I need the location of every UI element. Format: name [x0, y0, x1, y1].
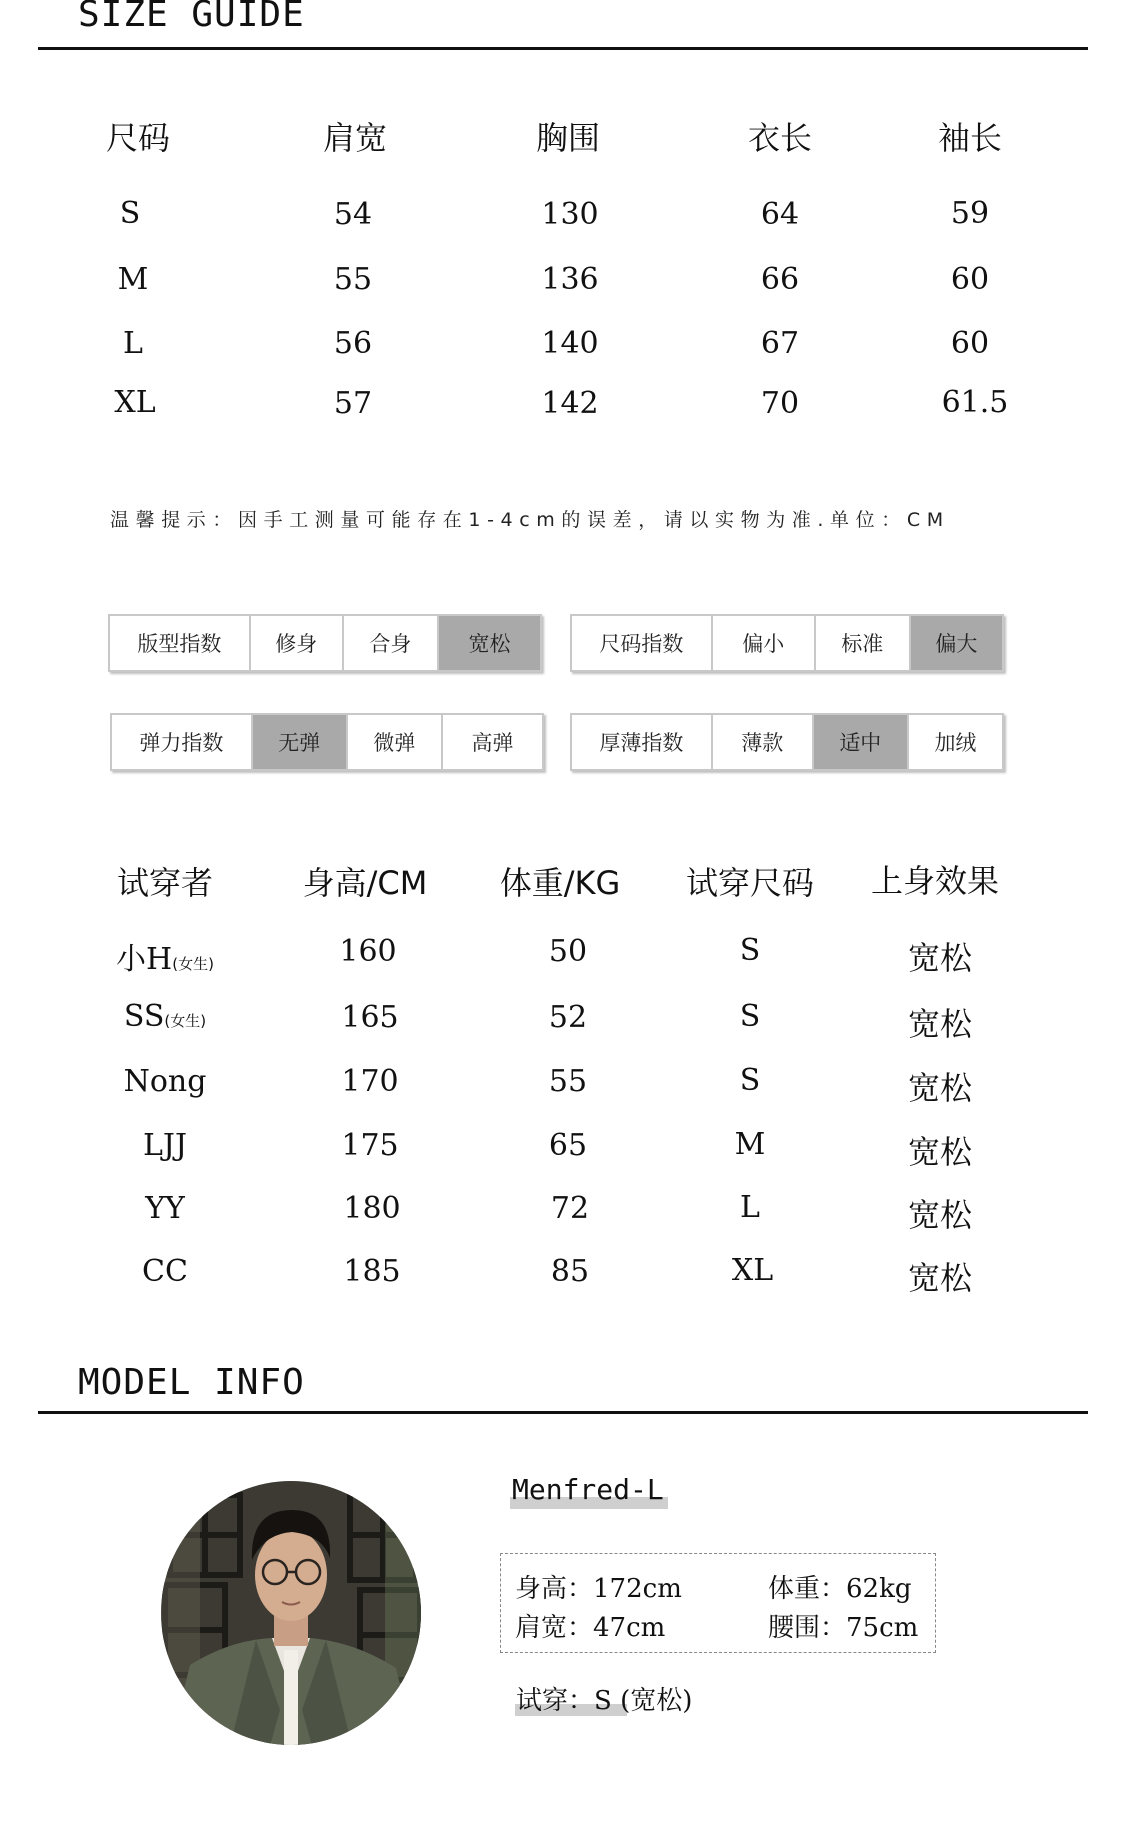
shoulder-value: 47cm: [593, 1613, 666, 1643]
table-cell: 56: [333, 326, 373, 361]
table-cell: 52: [548, 1000, 588, 1035]
thickness-option-fleece: 加绒: [934, 731, 977, 755]
tryon-name-text: LJJ: [143, 1128, 187, 1163]
tryon-name-text: YY: [145, 1191, 185, 1226]
model-portrait-illustration: [160, 1480, 422, 1746]
table-cell: 67: [760, 326, 800, 361]
table-cell: 64: [760, 197, 800, 232]
stretch-option-high: 高弹: [471, 731, 514, 755]
table-cell: XL: [114, 385, 156, 420]
thickness-index-label: 厚薄指数: [572, 715, 713, 769]
weight-value: 62kg: [846, 1574, 912, 1604]
table-cell: 136: [541, 262, 599, 297]
tryon-name-text: 小H: [116, 942, 173, 977]
tryon-name: [95, 1254, 235, 1289]
model-weight: [768, 1568, 912, 1605]
tryon-name: [95, 1064, 235, 1099]
weight-label: 体重：: [768, 1574, 847, 1604]
stretch-index: [110, 713, 544, 771]
table-cell: 宽松: [907, 939, 972, 977]
table-cell: 65: [548, 1128, 588, 1163]
tryon-name: [95, 1128, 235, 1163]
table-cell: 175: [341, 1128, 399, 1163]
table-cell: M: [734, 1127, 766, 1162]
table-cell: 165: [341, 1000, 399, 1035]
table-cell: L: [740, 1190, 760, 1225]
table-cell: XL: [731, 1253, 774, 1288]
table-cell: S: [119, 196, 141, 231]
size-option-standard: 标准: [816, 616, 911, 670]
tryon-header-height: 身高/CM: [302, 864, 428, 902]
table-cell: 宽松: [907, 1133, 972, 1171]
shoulder-label: 肩宽：: [515, 1613, 594, 1643]
size-index: [570, 614, 1004, 672]
stretch-option-none: 无弹: [253, 715, 348, 769]
table-cell: M: [117, 262, 149, 297]
thickness-option-thin: 薄款: [713, 715, 814, 769]
size-guide-divider: [38, 47, 1088, 50]
table-cell: 宽松: [907, 1069, 972, 1107]
tryon-name: [95, 1191, 235, 1226]
size-header-size: 尺码: [105, 119, 170, 157]
size-header-sleeve: 袖长: [937, 119, 1002, 157]
table-cell: 72: [550, 1191, 590, 1226]
table-cell: 85: [550, 1254, 590, 1289]
size-header-chest: 胸围: [535, 119, 600, 157]
size-index-label: 尺码指数: [572, 616, 713, 670]
fit-option-loose: 宽松: [439, 616, 540, 670]
size-option-small: 偏小: [713, 616, 816, 670]
model-height: [515, 1568, 682, 1605]
tryon-header-size: 试穿尺码: [685, 864, 814, 902]
tryon-name-text: CC: [142, 1254, 188, 1289]
measurement-note: 温馨提示：因手工测量可能存在1-4cm的误差，请以实物为准.单位：CM: [110, 509, 950, 531]
table-cell: S: [739, 933, 761, 968]
stretch-option-slight: 微弹: [348, 715, 443, 769]
table-cell: 66: [760, 262, 800, 297]
thickness-index: [570, 713, 1004, 771]
table-cell: S: [739, 1063, 761, 1098]
table-cell: 142: [541, 386, 599, 421]
table-cell: 宽松: [907, 1196, 972, 1234]
model-info-divider: [38, 1411, 1088, 1414]
table-cell: 60: [950, 262, 990, 297]
table-cell: S: [739, 999, 761, 1034]
table-cell: 54: [333, 197, 373, 232]
table-cell: 60: [950, 326, 990, 361]
table-cell: 61.5: [941, 385, 1009, 420]
stretch-index-label: 弹力指数: [112, 715, 253, 769]
table-cell: 50: [548, 934, 588, 969]
model-photo: [160, 1480, 422, 1746]
table-cell: 59: [950, 196, 990, 231]
tryon-name: [95, 999, 235, 1034]
size-header-shoulder: 肩宽: [322, 119, 387, 157]
table-cell: 160: [339, 934, 397, 969]
table-cell: L: [123, 326, 143, 361]
table-cell: 170: [341, 1064, 399, 1099]
model-name: Menfred-L: [512, 1473, 664, 1506]
fit-index-label: 版型指数: [110, 616, 251, 670]
waist-value: 75cm: [846, 1613, 919, 1643]
waist-label: 腰围：: [768, 1613, 847, 1643]
tryon-name-tag: (女生): [172, 955, 214, 973]
tryon-label: 试穿：: [516, 1686, 595, 1716]
table-cell: 140: [541, 326, 599, 361]
tryon-name-text: Nong: [123, 1064, 207, 1099]
model-tryon: [516, 1680, 692, 1717]
table-cell: 55: [333, 262, 373, 297]
table-cell: 180: [343, 1191, 401, 1226]
tryon-name-text: SS: [123, 999, 165, 1034]
model-info-heading: MODEL INFO: [78, 1362, 305, 1403]
tryon-name-tag: (女生): [164, 1012, 207, 1030]
tryon-name: [95, 934, 235, 978]
height-label: 身高：: [515, 1574, 594, 1604]
tryon-value: S (宽松): [594, 1686, 693, 1716]
table-cell: 宽松: [907, 1259, 972, 1297]
table-cell: 55: [548, 1064, 588, 1099]
tryon-header-effect: 上身效果: [870, 862, 999, 900]
size-guide-heading: SIZE GUIDE: [78, 0, 305, 35]
model-shoulder: [515, 1607, 665, 1644]
tryon-header-person: 试穿者: [116, 864, 213, 902]
fit-option-regular: 合身: [344, 616, 439, 670]
size-header-length: 衣长: [747, 119, 812, 157]
tryon-header-weight: 体重/KG: [499, 864, 621, 902]
table-cell: 70: [760, 386, 800, 421]
fit-option-slim: 修身: [251, 616, 344, 670]
table-cell: 宽松: [907, 1005, 972, 1043]
size-option-large: 偏大: [911, 616, 1002, 670]
thickness-option-medium: 适中: [814, 715, 909, 769]
table-cell: 185: [343, 1254, 401, 1289]
model-waist: [768, 1607, 918, 1644]
table-cell: 130: [541, 197, 599, 232]
height-value: 172cm: [593, 1574, 682, 1604]
fit-index: [108, 614, 542, 672]
table-cell: 57: [333, 386, 373, 421]
